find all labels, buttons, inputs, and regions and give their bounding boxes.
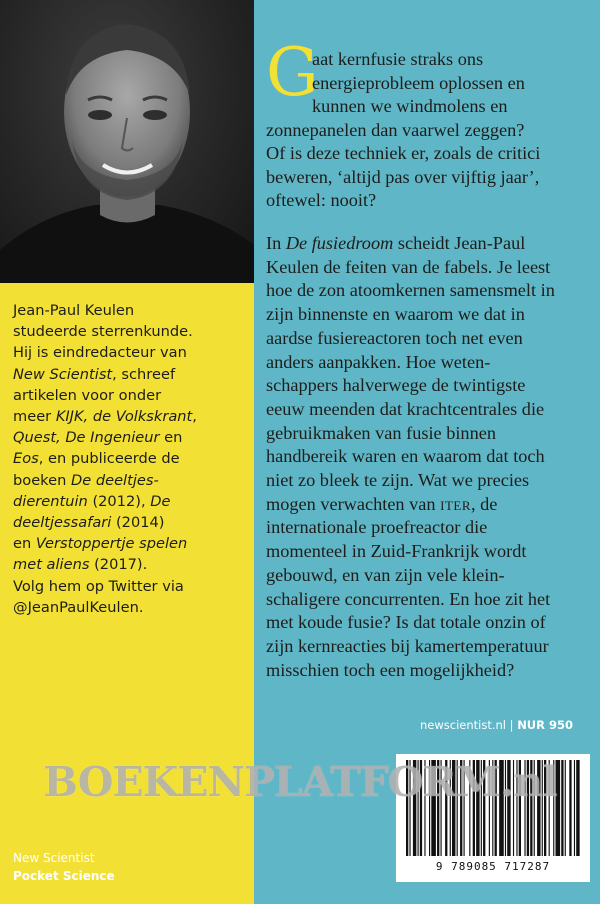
description-line: misschien toch een mogelijkheid?: [266, 659, 515, 680]
bio-line: Quest, De Ingenieur en: [13, 429, 183, 447]
intro-line: zonnepanelen dan vaarwel zeggen?: [266, 119, 525, 140]
bio-line: deeltjessafari (2014): [13, 514, 165, 532]
bio-line: studeerde sterrenkunde.: [13, 323, 193, 341]
author-photo: [0, 0, 254, 283]
bio-line: boeken De deeltjes-: [13, 471, 159, 489]
bio-line: Hij is eindredacteur van: [13, 344, 187, 362]
author-portrait-image: [0, 0, 254, 283]
intro-line: kunnen we windmolens en: [312, 96, 508, 116]
bio-line: Jean-Paul Keulen: [13, 302, 135, 319]
series-subtitle: Pocket Science: [13, 869, 115, 883]
description-line: In De fusiedroom scheidt Jean-Paul: [266, 233, 526, 253]
description-line: Keulen de feiten van de fabels. Je leest: [266, 256, 551, 277]
bio-line: en Verstoppertje spelen: [13, 535, 188, 553]
bio-line: artikelen voor onder: [13, 386, 162, 404]
intro-line: energieprobleem oplossen en: [312, 72, 525, 93]
nur-code: NUR 950: [517, 718, 574, 732]
description-line: schaligere concurrenten. En hoe zit het: [266, 588, 551, 609]
description-line: zijn kernreacties bij kamertemperatuur: [266, 635, 549, 656]
bio-line: dierentuin (2012), De: [13, 492, 171, 510]
intro-text: [266, 48, 596, 213]
footer-separator: |: [509, 718, 514, 732]
description-line: hoe de zon atoomkernen samensmelt in: [266, 280, 555, 301]
description-line: niet zo bleek te zijn. Wat we precies: [266, 470, 530, 491]
description-line: handbereik waren en waarom dat toch: [266, 446, 545, 467]
publisher-footer: [420, 718, 573, 732]
description-line: gebruikmaken van fusie binnen: [266, 422, 496, 443]
intro-line: aat kernfusie straks ons: [312, 49, 484, 69]
bio-line: @JeanPaulKeulen.: [13, 598, 144, 616]
description-line: zijn binnenste en waarom we dat in: [266, 304, 525, 325]
watermark: BOEKENPLATFORM.nl: [43, 758, 557, 806]
intro-line: Of is deze techniek er, zoals de critici: [266, 143, 541, 163]
bio-line: meer KIJK, de Volkskrant,: [13, 408, 197, 426]
description-line: momenteel in Zuid-Frankrijk wordt: [266, 541, 527, 562]
series-label: [13, 849, 115, 885]
description-line: gebouwd, en van zijn vele klein-: [266, 564, 505, 585]
isbn-number: 9 789085 717287: [435, 860, 551, 873]
bio-line: New Scientist, schreef: [13, 365, 176, 383]
bio-line: met aliens (2017).: [13, 556, 148, 574]
description-line: eeuw meenden dat krachtcentrales die: [266, 398, 545, 419]
bio-line: Eos, en publiceerde de: [13, 450, 180, 468]
description-line: met koude fusie? Is dat totale onzin of: [266, 612, 546, 633]
author-bio: [13, 300, 249, 618]
description-line: aardse fusiereactoren toch net even: [266, 327, 523, 348]
drop-cap: G: [266, 34, 319, 111]
description-line: schappers halverwege de twintigste: [266, 375, 526, 396]
description-line: anders aanpakken. Hoe weten-: [266, 351, 491, 372]
description-line: mogen verwachten van iter, de: [266, 493, 498, 514]
description-line: internationale proefreactor die: [266, 517, 488, 538]
series-name: New Scientist: [13, 851, 95, 865]
intro-line: oftewel: nooit?: [266, 190, 377, 210]
description-text: [266, 232, 596, 682]
intro-line: beweren, ‘altijd pas over vijftig jaar’,: [266, 166, 540, 187]
bio-line: Volg hem op Twitter via: [13, 577, 184, 595]
website-link[interactable]: newscientist.nl: [420, 718, 506, 732]
